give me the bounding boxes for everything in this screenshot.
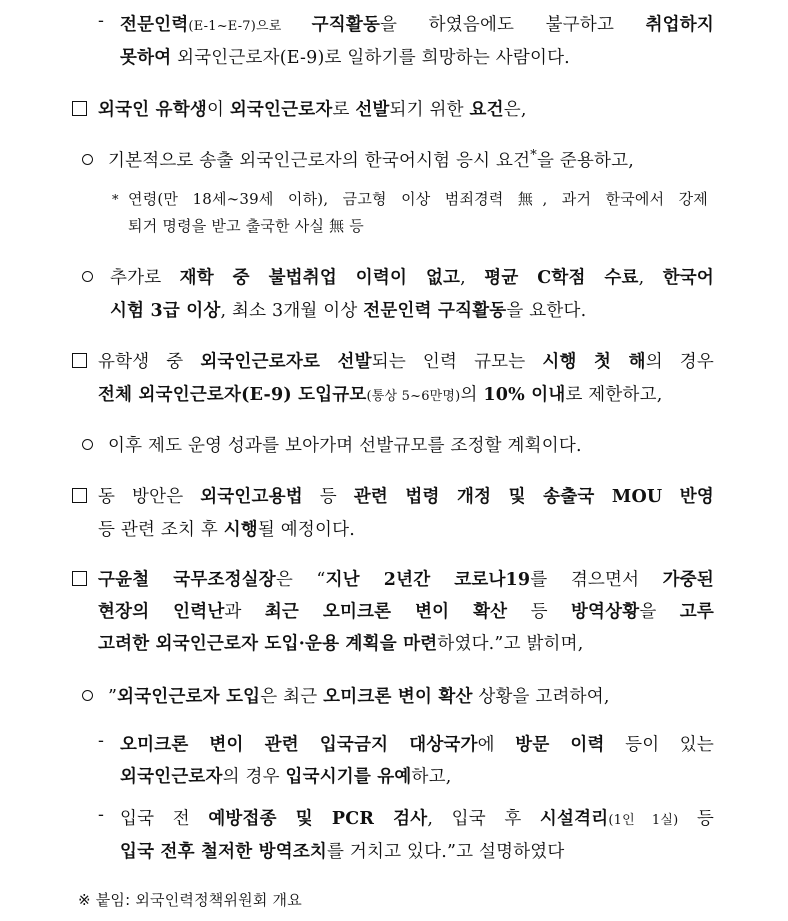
paragraph-line: 오미크론 변이 관련 입국금지 대상국가에 방문 이력 등이 있는 — [120, 735, 714, 755]
circle-bullet — [82, 439, 93, 450]
attachment-note: ※ 붙임: 외국인력정책위원회 개요 — [78, 891, 302, 909]
paragraph-line: 고려한 외국인근로자 도입·운용 계획을 마련하였다.”고 밝히며, — [98, 634, 584, 654]
box-bullet — [72, 488, 87, 503]
dash-bullet: - — [98, 11, 104, 31]
paragraph-line: ”외국인근로자 도입은 최근 오미크론 변이 확산 상황을 고려하여, — [108, 687, 610, 707]
paragraph-line: 동 방안은 외국인고용법 등 관련 법령 개정 및 송출국 MOU 반영 — [98, 487, 714, 507]
dash-bullet: - — [98, 731, 104, 751]
asterisk-marker: * — [112, 193, 119, 208]
note-line: 퇴거 명령을 받고 출국한 사실 無 등 — [128, 217, 364, 235]
circle-bullet — [82, 690, 93, 701]
circle-bullet — [82, 154, 93, 165]
box-bullet — [72, 353, 87, 368]
paragraph-line: 전체 외국인근로자(E-9) 도입규모(통상 5~6만명)의 10% 이내로 제한하고, — [98, 385, 663, 405]
paragraph-line: 기본적으로 송출 외국인근로자의 한국어시험 응시 요건*을 준용하고, — [108, 148, 634, 171]
box-bullet — [72, 101, 87, 116]
paragraph-line: 시험 3급 이상, 최소 3개월 이상 전문인력 구직활동을 요한다. — [110, 301, 587, 321]
circle-bullet — [82, 271, 93, 282]
note-line: 연령(만 18세∼39세 이하), 금고형 이상 범죄경력 無, 과거 한국에서 강제 — [128, 190, 708, 208]
paragraph-line: 등 관련 조치 후 시행될 예정이다. — [98, 520, 355, 540]
paragraph-line: 현장의 인력난과 최근 오미크론 변이 확산 등 방역상황을 고루 — [98, 602, 714, 622]
paragraph-line: 입국 전후 철저한 방역조치를 거치고 있다.”고 설명하였다 — [120, 842, 565, 862]
paragraph-line: 외국인 유학생이 외국인근로자로 선발되기 위한 요건은, — [98, 100, 527, 120]
box-bullet — [72, 571, 87, 586]
paragraph-line: 이후 제도 운영 성과를 보아가며 선발규모를 조정할 계획이다. — [108, 436, 582, 456]
paragraph-line: 유학생 중 외국인근로자로 선발되는 인력 규모는 시행 첫 해의 경우 — [98, 352, 715, 372]
dash-bullet: - — [98, 805, 104, 825]
paragraph-line: 구윤철 국무조정실장은 “지난 2년간 코로나19를 겪으면서 가중된 — [98, 570, 714, 590]
paragraph-line: 추가로 재학 중 불법취업 이력이 없고, 평균 C학점 수료, 한국어 — [110, 268, 715, 288]
paragraph-line: 전문인력(E-1~E-7)으로 구직활동을 하였음에도 불구하고 취업하지 — [120, 15, 714, 35]
paragraph-line: 못하여 외국인근로자(E-9)로 일하기를 희망하는 사람이다. — [120, 48, 570, 68]
paragraph-line: 외국인근로자의 경우 입국시기를 유예하고, — [120, 767, 452, 787]
paragraph-line: 입국 전 예방접종 및 PCR 검사, 입국 후 시설격리(1인 1실) 등 — [120, 809, 715, 829]
